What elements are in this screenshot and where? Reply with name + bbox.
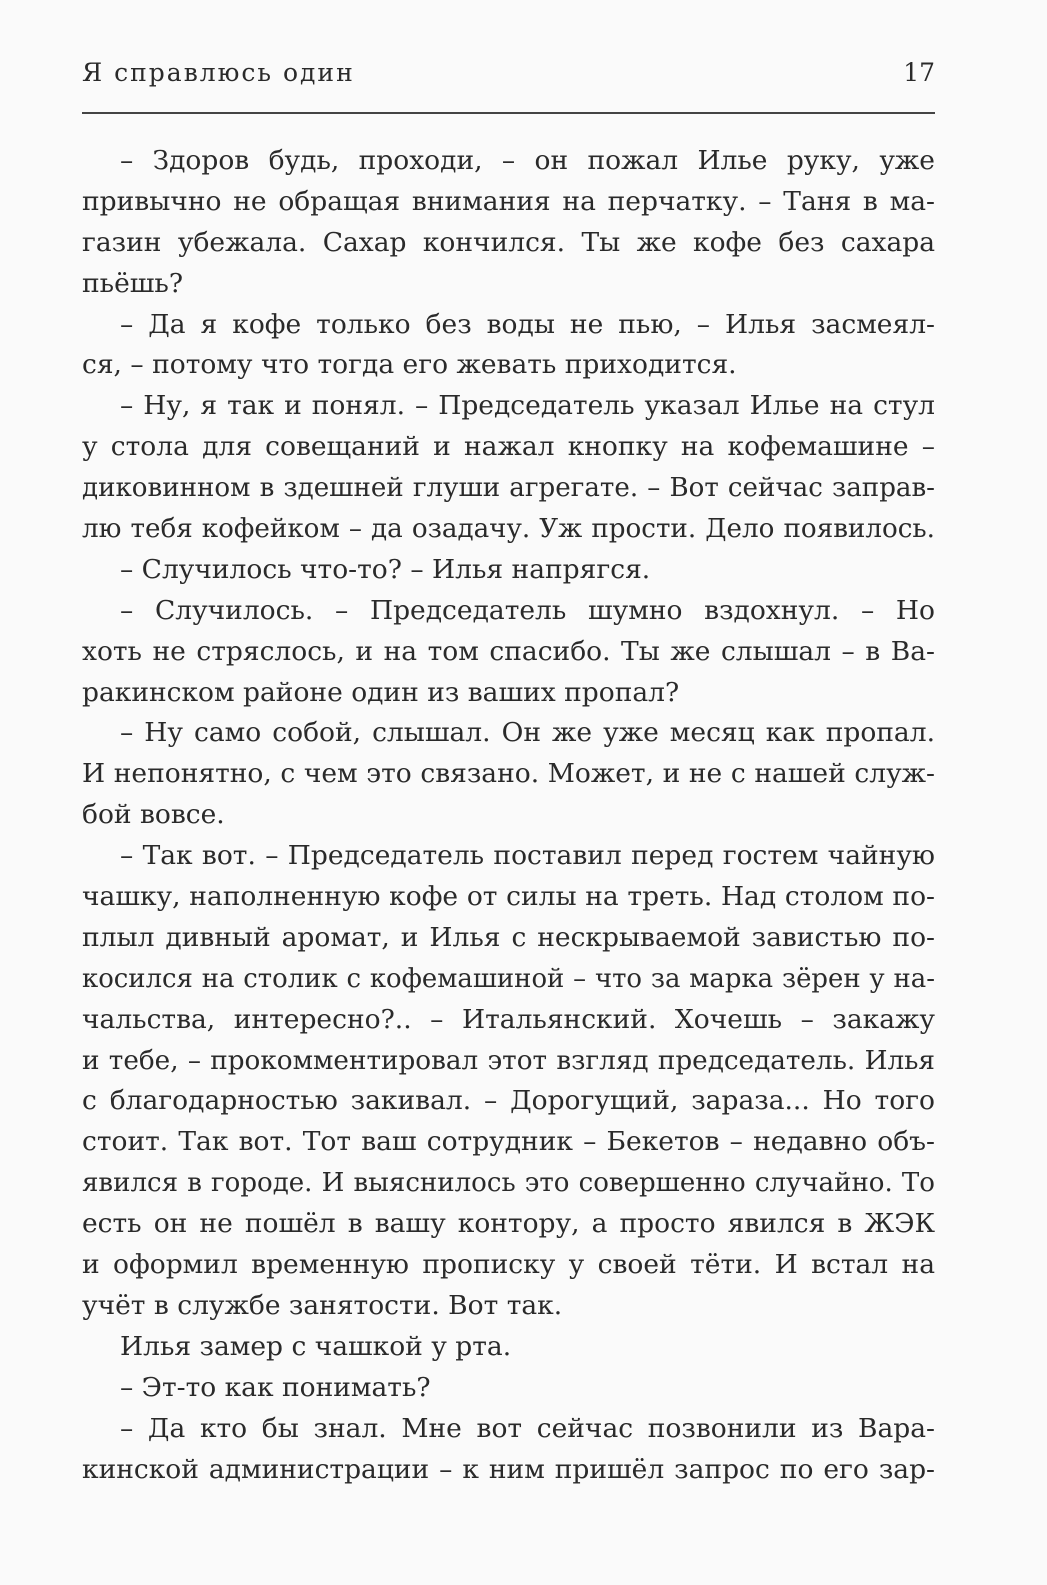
text-line: кинской администрации – к ним пришёл запрос по его зар- [82,1453,935,1485]
text-line: пьёшь? [82,267,184,299]
text-line: – Ну само собой, слышал. Он же уже месяц как пропал. [120,717,935,749]
text-line: – Случилось. – Председатель шумно вздохнул. – Но [120,594,935,626]
text-line: – Ну, я так и понял. – Председатель указал Илье на стул [120,390,935,422]
running-title: Я справлюсь один [82,58,355,87]
text-line: И непонятно, с чем это связано. Может, и не с нашей служ- [82,758,935,790]
text-line: – Эт-то как понимать? [120,1371,431,1403]
text-line: диковинном в здешней глуши агрегате. – Вот сейчас заправ- [82,473,935,504]
text-line: у стола для совещаний и нажал кнопку на кофемашине – [82,431,935,463]
text-line: хоть не стряслось, и на том спасибо. Ты же слышал – в Ва- [82,635,935,667]
text-line: Илья замер с чашкой у рта. [120,1330,512,1362]
text-line: есть он не пошёл в вашу контору, а просто явился в ЖЭК [82,1208,935,1240]
header-rule [82,112,935,114]
body-text [82,141,935,1490]
text-line: чашку, наполненную кофе от силы на треть. Над столом по- [82,881,935,913]
text-line: стоит. Так вот. Тот ваш сотрудник – Бекетов – недавно объ- [82,1126,935,1158]
text-line: и тебе, – прокомментировал этот взгляд председатель. Илья [82,1045,935,1076]
page-number: 17 [903,58,935,87]
text-line: учёт в службе занятости. Вот так. [82,1289,563,1321]
text-line: явился в городе. И выяснилось это совершенно случайно. То [82,1168,935,1199]
text-line: газин убежала. Сахар кончился. Ты же кофе без сахара [82,226,935,258]
text-line: – Да я кофе только без воды не пью, – Илья засмеял- [120,308,935,340]
text-line: привычно не обращая внимания на перчатку. – Таня в ма- [82,185,935,217]
text-line: косился на столик с кофемашиной – что за марка зёрен у на- [82,963,935,994]
text-line: плыл дивный аромат, и Илья с нескрываемой завистью по- [82,921,935,953]
running-header [82,58,935,102]
text-line: – Здоров будь, проходи, – он пожал Илье руку, уже [120,145,935,176]
text-line: и оформил временную прописку у своей тёти. И встал на [82,1249,935,1281]
text-line: – Случилось что-то? – Илья напрягся. [120,553,651,585]
text-line: чальства, интересно?.. – Итальянский. Хочешь – закажу [82,1003,935,1035]
text-line: с благодарностью закивал. – Дорогущий, зараза... Но того [82,1085,935,1117]
text-line: лю тебя кофейком – да озадачу. Уж прости. Дело появилось. [82,514,935,545]
text-line: ракинском районе один из ваших пропал? [82,676,680,708]
text-line: – Так вот. – Председатель поставил перед гостем чайную [120,840,935,872]
text-line: бой вовсе. [82,799,225,831]
text-line: ся, – потому что тогда его жевать приходится. [82,349,737,381]
text-line: – Да кто бы знал. Мне вот сейчас позвонили из Вара- [120,1412,935,1444]
